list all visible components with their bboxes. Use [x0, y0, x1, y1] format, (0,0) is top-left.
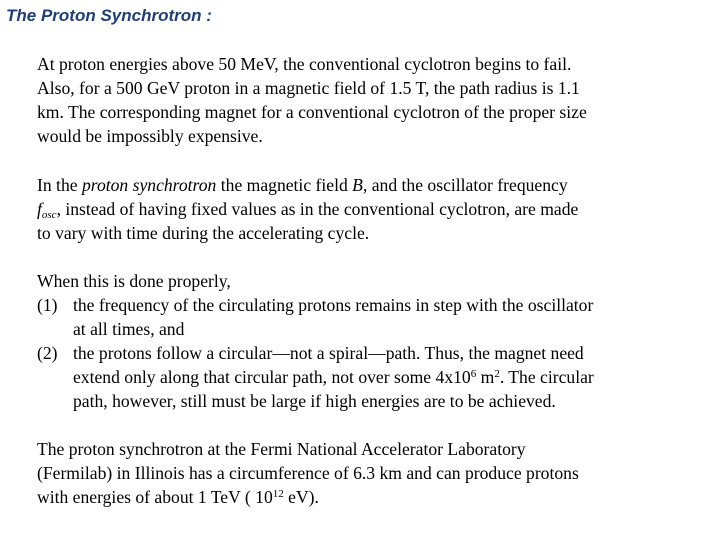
list-item-number: (1)	[37, 295, 58, 315]
text-line: When this is done properly,	[37, 271, 231, 291]
text-run: , instead of having fixed values as in the conventional cyclotron, are made	[56, 199, 579, 219]
text-run: the magnetic field	[216, 175, 353, 195]
text-line: km. The corresponding magnet for a conventional cyclotron of the proper size	[37, 102, 587, 122]
text-line	[37, 197, 677, 221]
text-run: extend only along that circular path, not over some 4x10	[73, 367, 471, 387]
symbol-magnetic-field: B,	[352, 175, 368, 195]
text-line: Also, for a 500 GeV proton in a magnetic field of 1.5 T, the path radius is 1.1	[37, 78, 580, 98]
page-title: The Proton Synchrotron :	[6, 6, 212, 25]
text-run: eV).	[283, 487, 319, 507]
symbol-frequency-subscript: osc	[41, 209, 57, 221]
text-line: the protons follow a circular—not a spiral—path. Thus, the magnet need	[73, 343, 584, 363]
symbol-frequency: f	[37, 199, 42, 219]
text-line: (Fermilab) in Illinois has a circumference of 6.3 km and can produce protons	[37, 463, 579, 483]
text-run: m	[476, 367, 495, 387]
text-line	[73, 365, 677, 389]
paragraph-synchrotron-definition	[37, 173, 677, 245]
text-run: . The circular	[499, 367, 594, 387]
list-item-number: (2)	[37, 343, 58, 363]
paragraph-consequences	[37, 269, 677, 413]
term-proton-synchrotron: proton synchrotron	[81, 175, 217, 195]
text-line: would be impossibly expensive.	[37, 126, 263, 146]
text-line: The proton synchrotron at the Fermi National Accelerator Laboratory	[37, 439, 526, 459]
paragraph-fermilab	[37, 437, 677, 509]
exponent: 2	[494, 368, 500, 380]
exponent: 12	[272, 488, 284, 500]
text-line: At proton energies above 50 MeV, the conventional cyclotron begins to fail.	[37, 54, 572, 74]
text-line: path, however, still must be large if high energies are to be achieved.	[73, 391, 556, 411]
text-run: and the oscillator frequency	[367, 175, 568, 195]
text-run: with energies of about 1 TeV ( 10	[37, 487, 273, 507]
text-line: at all times, and	[73, 319, 185, 339]
text-line: to vary with time during the accelerating cycle.	[37, 223, 370, 243]
exponent: 6	[470, 368, 477, 380]
text-line	[37, 173, 677, 197]
text-run: In the	[37, 175, 82, 195]
paragraph-cyclotron-limits	[37, 52, 677, 148]
text-line: the frequency of the circulating protons remains in step with the oscillator	[73, 295, 594, 315]
list-item	[37, 341, 677, 413]
text-line	[37, 485, 677, 509]
list-item	[37, 293, 677, 341]
